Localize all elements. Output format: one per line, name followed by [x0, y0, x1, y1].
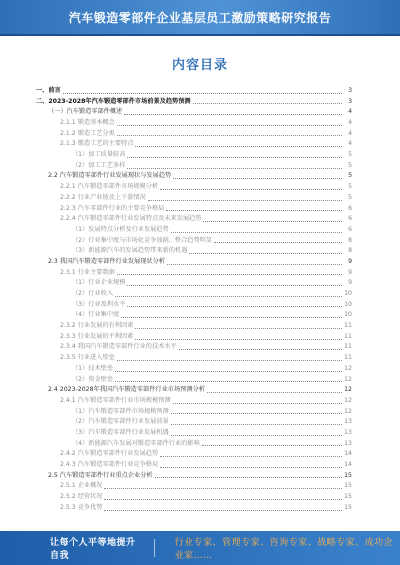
toc-leader-dots: [160, 467, 342, 468]
toc-leader-dots: [104, 499, 342, 500]
toc-entry-text: （1）行业企业规模: [72, 279, 126, 287]
toc-entry-page: 10: [344, 290, 352, 298]
toc-entry[interactable]: [36, 246, 352, 257]
toc-entry-text: （4）新能源汽车发展对锻造零部件行业的影响: [72, 439, 200, 447]
table-of-contents: [36, 86, 352, 516]
toc-entry[interactable]: [36, 353, 352, 364]
toc-leader-dots: [173, 178, 342, 179]
toc-entry[interactable]: [36, 257, 352, 268]
toc-entry[interactable]: [36, 396, 352, 407]
toc-entry[interactable]: [36, 278, 352, 289]
toc-entry[interactable]: [36, 139, 352, 150]
toc-entry-page: 8: [348, 236, 352, 244]
toc-entry-text: 2.1.2 锻造工艺分类: [60, 129, 115, 137]
toc-leader-dots: [135, 328, 342, 329]
toc-leader-dots: [127, 168, 342, 169]
toc-entry-text: （3）汽车锻造零部件行业发展机遇: [72, 428, 169, 436]
toc-entry-page: 12: [344, 407, 352, 415]
toc-entry-page: 9: [348, 257, 352, 265]
toc-entry-text: （1）发展特点分析及行业发展趋势: [72, 225, 169, 233]
toc-entry-page: 12: [344, 396, 352, 404]
toc-entry-page: 15: [344, 493, 352, 501]
toc-entry-text: （1）汽车锻造零部件市场规模预测: [72, 407, 169, 415]
toc-entry[interactable]: [36, 300, 352, 311]
toc-entry-text: 2.5.1 企业概况: [60, 482, 103, 490]
toc-entry-page: 5: [348, 193, 352, 201]
toc-leader-dots: [193, 103, 342, 104]
toc-entry-page: 11: [344, 322, 352, 330]
toc-entry-text: 2.5.3 竞争优势: [60, 503, 103, 511]
toc-entry-text: （2）加工工艺多样: [72, 161, 126, 169]
toc-entry-page: 13: [344, 428, 352, 436]
toc-entry-page: 6: [348, 215, 352, 223]
toc-entry[interactable]: [36, 268, 352, 279]
toc-entry-page: 11: [344, 332, 352, 340]
toc-entry-text: 2.3.3 行业发展的不利因素: [60, 332, 134, 340]
toc-leader-dots: [167, 264, 342, 265]
toc-leader-dots: [148, 200, 342, 201]
toc-entry-text: 2.3.1 行业主要数据: [60, 268, 115, 276]
toc-entry[interactable]: [36, 289, 352, 300]
toc-entry-page: 4: [348, 129, 352, 137]
toc-entry-page: 15: [344, 471, 352, 479]
toc-leader-dots: [135, 339, 342, 340]
toc-leader-dots: [179, 349, 342, 350]
toc-entry[interactable]: [36, 428, 352, 439]
toc-entry-text: 2.4.2 汽车锻造零部件行业发展趋势: [60, 450, 159, 458]
toc-leader-dots: [171, 424, 342, 425]
toc-entry-text: 2.2.1 汽车锻造零部件市场规模分析: [60, 183, 159, 191]
toc-entry-page: 11: [344, 343, 352, 351]
footer-experts: 行业专家、管理专家、咨询专家、战略专家、成功企业家……: [174, 538, 394, 561]
toc-entry-text: 2.3.2 行业发展的有利因素: [60, 322, 134, 330]
toc-entry-text: 2.2.4 汽车锻造零部件行业发展特点及未来发展趋势: [60, 215, 202, 223]
toc-leader-dots: [166, 210, 342, 211]
toc-entry[interactable]: [36, 310, 352, 321]
toc-entry[interactable]: [36, 225, 352, 236]
toc-entry[interactable]: [36, 385, 352, 396]
toc-entry[interactable]: [36, 343, 352, 354]
toc-leader-dots: [135, 146, 342, 147]
toc-leader-dots: [117, 274, 342, 275]
toc-entry[interactable]: [36, 172, 352, 183]
toc-leader-dots: [117, 360, 342, 361]
toc-heading: 内容目录: [171, 58, 228, 73]
toc-entry-page: 12: [344, 364, 352, 372]
toc-leader-dots: [117, 125, 342, 126]
toc-entry-text: （1）加工质量较高: [72, 151, 126, 159]
toc-entry[interactable]: [36, 107, 352, 118]
toc-entry-page: 5: [348, 183, 352, 191]
toc-entry-text: 2.3.4 我国汽车锻造零部件行业的技术水平: [60, 343, 177, 351]
toc-entry-page: 15: [344, 503, 352, 511]
toc-entry-text: （1）技术壁垒: [72, 364, 114, 372]
toc-entry-page: 8: [348, 247, 352, 255]
toc-entry[interactable]: [36, 236, 352, 247]
toc-entry-page: 5: [348, 161, 352, 169]
toc-entry[interactable]: [36, 471, 352, 482]
toc-entry-text: （3）行业盈利水平: [72, 300, 126, 308]
document-footer: [0, 531, 400, 565]
toc-entry[interactable]: [36, 214, 352, 225]
toc-entry[interactable]: [36, 439, 352, 450]
toc-entry-text: 2.2 汽车锻造零部件行业发展现状与发展趋势: [48, 172, 172, 180]
toc-leader-dots: [171, 435, 342, 436]
toc-entry-text: 2.3 我国汽车锻造零部件行业发展现状分析: [48, 257, 165, 265]
toc-entry-text: 2.4 2023-2028年我国汽车锻造零部件行业市场预测分析: [48, 386, 205, 394]
toc-leader-dots: [202, 445, 342, 446]
toc-entry-page: 5: [348, 151, 352, 159]
toc-entry-page: 12: [344, 375, 352, 383]
toc-entry[interactable]: [36, 321, 352, 332]
toc-leader-dots: [104, 488, 342, 489]
footer-slogan: 让每个人平等地提升自我: [50, 538, 136, 561]
toc-leader-dots: [63, 93, 342, 94]
toc-entry-page: 12: [344, 386, 352, 394]
document-title: 汽车锻造零部件企业基层员工激励策略研究报告: [68, 10, 332, 25]
toc-leader-dots: [115, 381, 342, 382]
toc-entry-text: （4）行业集中度: [72, 311, 120, 319]
toc-leader-dots: [207, 392, 342, 393]
toc-entry-page: 14: [344, 450, 352, 458]
toc-entry[interactable]: [36, 97, 352, 108]
toc-leader-dots: [203, 221, 342, 222]
toc-entry[interactable]: [36, 182, 352, 193]
toc-entry[interactable]: [36, 118, 352, 129]
toc-entry-text: （3）新能源汽车的发展趋势带来新的机遇: [72, 247, 188, 255]
toc-leader-dots: [121, 317, 342, 318]
toc-leader-dots: [155, 477, 342, 478]
toc-entry-page: 15: [344, 482, 352, 490]
toc-entry[interactable]: [36, 417, 352, 428]
toc-entry-text: 2.5 汽车锻造零部件行业重点企业分析: [48, 471, 153, 479]
toc-entry-text: （2）汽车锻造零部件行业发展前景: [72, 418, 169, 426]
toc-entry-text: 2.5.2 经营状况: [60, 493, 103, 501]
toc-leader-dots: [160, 456, 342, 457]
toc-entry-text: （2）行业收入: [72, 290, 114, 298]
toc-entry-page: 5: [348, 172, 352, 180]
toc-entry-page: 3: [348, 97, 352, 105]
toc-leader-dots: [173, 403, 342, 404]
toc-entry[interactable]: [36, 150, 352, 161]
toc-entry-page: 4: [348, 140, 352, 148]
toc-entry-page: 3: [348, 86, 352, 94]
toc-entry[interactable]: [36, 375, 352, 386]
toc-entry-text: （2）资金壁垒: [72, 375, 114, 383]
toc-entry[interactable]: [36, 407, 352, 418]
toc-entry-page: 4: [348, 119, 352, 127]
toc-entry-text: （一）汽车锻造零部件概述: [48, 108, 123, 116]
toc-entry[interactable]: [36, 503, 352, 514]
toc-entry-text: 二、2023-2028年汽车锻造零部件市场前景及趋势预测: [36, 97, 191, 105]
toc-leader-dots: [115, 296, 342, 297]
toc-entry-page: 10: [344, 300, 352, 308]
toc-leader-dots: [127, 157, 342, 158]
toc-entry-page: 4: [348, 108, 352, 116]
toc-leader-dots: [189, 253, 342, 254]
toc-entry[interactable]: [36, 129, 352, 140]
toc-entry-page: 9: [348, 268, 352, 276]
toc-leader-dots: [117, 135, 342, 136]
toc-leader-dots: [104, 510, 342, 511]
toc-entry-page: 10: [344, 311, 352, 319]
toc-entry[interactable]: [36, 86, 352, 97]
toc-entry-text: 2.1.1 锻造基本概念: [60, 119, 115, 127]
toc-entry-page: 14: [344, 461, 352, 469]
toc-entry-text: 2.3.5 行业进入壁垒: [60, 354, 115, 362]
toc-leader-dots: [171, 232, 342, 233]
document-header: [0, 0, 400, 34]
toc-entry-page: 13: [344, 439, 352, 447]
toc-entry-text: 一、前言: [36, 86, 61, 94]
toc-entry-page: 11: [344, 354, 352, 362]
toc-entry[interactable]: [36, 492, 352, 503]
toc-entry[interactable]: [36, 364, 352, 375]
toc-entry-text: 2.2.2 行业产业链及上下游情况: [60, 193, 146, 201]
toc-entry-page: 6: [348, 204, 352, 212]
toc-entry-text: 2.1.3 锻造工艺的主要特点: [60, 140, 134, 148]
toc-entry[interactable]: [36, 460, 352, 471]
toc-entry-page: 6: [348, 225, 352, 233]
toc-entry[interactable]: [36, 481, 352, 492]
toc-leader-dots: [127, 306, 342, 307]
toc-leader-dots: [171, 413, 342, 414]
toc-leader-dots: [127, 285, 342, 286]
toc-entry-text: 2.2.3 汽车零部件行业的主要竞争格局: [60, 204, 165, 212]
toc-leader-dots: [115, 371, 342, 372]
toc-leader-dots: [124, 114, 342, 115]
toc-entry[interactable]: [36, 332, 352, 343]
toc-entry[interactable]: [36, 193, 352, 204]
toc-entry[interactable]: [36, 161, 352, 172]
toc-entry-page: 9: [348, 279, 352, 287]
toc-entry-text: （2）行业集中度与市场化竞争加剧，整合趋势明显: [72, 236, 213, 244]
toc-leader-dots: [160, 189, 342, 190]
toc-entry[interactable]: [36, 449, 352, 460]
toc-entry-page: 13: [344, 418, 352, 426]
toc-entry-text: 2.4.3 汽车锻造零部件行业竞争格局: [60, 461, 159, 469]
toc-entry-text: 2.4.1 汽车锻造零部件行业市场规模预测: [60, 396, 171, 404]
toc-leader-dots: [214, 242, 342, 243]
toc-entry[interactable]: [36, 204, 352, 215]
